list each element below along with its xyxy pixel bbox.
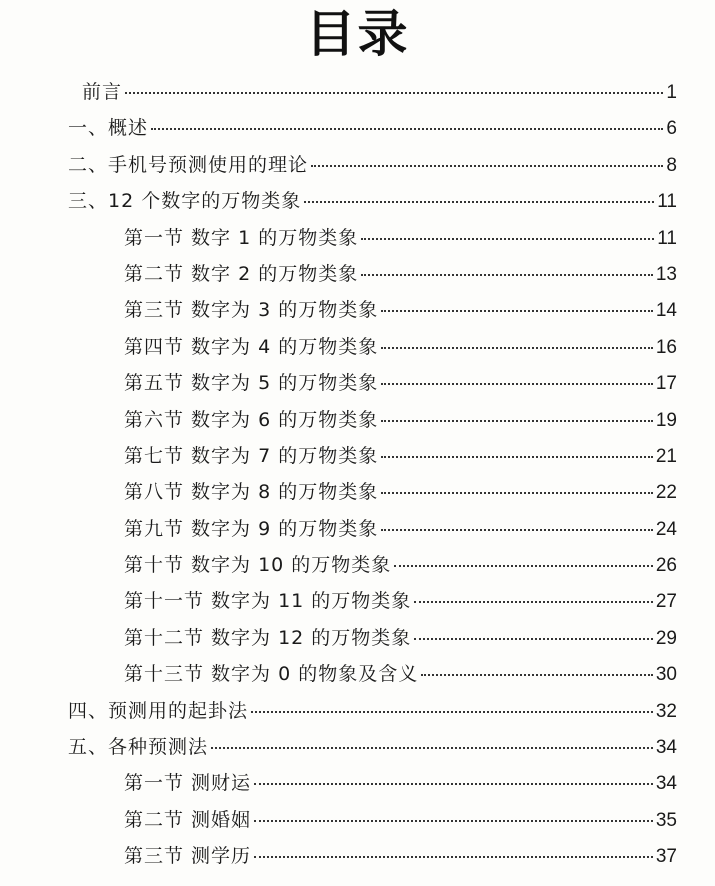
toc-entry-page-number: 13 bbox=[655, 263, 677, 285]
toc-entry[interactable] bbox=[0, 838, 715, 874]
toc-entry-label: 第一节 数字 1 的万物类象 bbox=[124, 226, 359, 249]
toc-entry-page-number: 34 bbox=[655, 773, 677, 795]
toc-entry-label: 第二节 数字 2 的万物类象 bbox=[124, 262, 359, 285]
toc-entry-label: 三、12 个数字的万物类象 bbox=[68, 190, 302, 213]
toc-dot-leader bbox=[361, 236, 654, 240]
toc-entry[interactable] bbox=[0, 474, 715, 510]
toc-dot-leader bbox=[381, 418, 653, 422]
toc-entry-page-number: 34 bbox=[655, 737, 677, 759]
toc-entry-page-number: 11 bbox=[657, 191, 677, 213]
toc-entry[interactable] bbox=[0, 256, 715, 292]
toc-entry[interactable] bbox=[0, 365, 715, 401]
toc-entry-page-number: 16 bbox=[655, 336, 677, 358]
toc-entry-label: 一、概述 bbox=[68, 117, 149, 140]
toc-entry-page-number: 29 bbox=[655, 627, 677, 649]
toc-entry-label: 第十三节 数字为 0 的物象及含义 bbox=[124, 663, 419, 686]
toc-entry-page-number: 14 bbox=[655, 300, 677, 322]
toc-dot-leader bbox=[381, 345, 653, 349]
toc-entry-page-number: 21 bbox=[655, 445, 677, 467]
toc-entry-page-number: 6 bbox=[666, 118, 677, 140]
toc-entry-label: 二、手机号预测使用的理论 bbox=[68, 153, 309, 176]
toc-entry[interactable] bbox=[0, 438, 715, 474]
toc-entry[interactable] bbox=[0, 183, 715, 219]
toc-entry[interactable] bbox=[0, 74, 715, 110]
toc-entry[interactable] bbox=[0, 729, 715, 765]
toc-dot-leader bbox=[381, 454, 653, 458]
toc-entry[interactable] bbox=[0, 292, 715, 328]
toc-entry-label: 第三节 数字为 3 的万物类象 bbox=[124, 299, 379, 322]
toc-entry[interactable] bbox=[0, 620, 715, 656]
toc-entry-label: 第五节 数字为 5 的万物类象 bbox=[124, 372, 379, 395]
toc-entry[interactable] bbox=[0, 547, 715, 583]
toc-dot-leader bbox=[254, 854, 653, 858]
toc-entry[interactable] bbox=[0, 511, 715, 547]
toc-entry[interactable] bbox=[0, 656, 715, 692]
toc-entry-page-number: 32 bbox=[655, 700, 677, 722]
toc-entry-label: 第一节 测财运 bbox=[124, 772, 252, 795]
toc-entry[interactable] bbox=[0, 765, 715, 801]
toc-entry[interactable] bbox=[0, 693, 715, 729]
toc-entry-page-number: 27 bbox=[655, 591, 677, 613]
toc-dot-leader bbox=[381, 308, 653, 312]
toc-entry-label: 前言 bbox=[82, 81, 123, 103]
toc-entry-page-number: 17 bbox=[655, 373, 677, 395]
toc-dot-leader bbox=[304, 199, 654, 203]
toc-entry[interactable] bbox=[0, 583, 715, 619]
toc-dot-leader bbox=[254, 818, 653, 822]
toc-entry[interactable] bbox=[0, 220, 715, 256]
toc-dot-leader bbox=[381, 490, 653, 494]
toc-entry-label: 第十二节 数字为 12 的万物类象 bbox=[124, 626, 412, 649]
toc-dot-leader bbox=[361, 272, 653, 276]
toc-dot-leader bbox=[311, 163, 663, 167]
toc-entry[interactable] bbox=[0, 802, 715, 838]
page-title: 目录 bbox=[305, 5, 410, 63]
toc-dot-leader bbox=[151, 126, 663, 130]
toc-entry[interactable] bbox=[0, 402, 715, 438]
toc-dot-leader bbox=[421, 672, 653, 676]
toc-dot-leader bbox=[414, 599, 653, 603]
toc-entry-page-number: 35 bbox=[655, 809, 677, 831]
toc-entry-label: 第六节 数字为 6 的万物类象 bbox=[124, 408, 379, 431]
toc-entry-label: 第十节 数字为 10 的万物类象 bbox=[124, 554, 392, 577]
toc-entry[interactable] bbox=[0, 329, 715, 365]
toc-entry[interactable] bbox=[0, 110, 715, 146]
toc-dot-leader bbox=[254, 781, 653, 785]
toc-entry[interactable] bbox=[0, 147, 715, 183]
toc-entry-label: 第七节 数字为 7 的万物类象 bbox=[124, 444, 379, 467]
toc-entry-label: 第三节 测学历 bbox=[124, 845, 252, 868]
toc-dot-leader bbox=[125, 90, 663, 94]
toc-entry-page-number: 19 bbox=[655, 409, 677, 431]
toc-entry-page-number: 30 bbox=[655, 664, 677, 686]
toc-entry-label: 四、预测用的起卦法 bbox=[68, 699, 249, 722]
table-of-contents bbox=[0, 74, 715, 875]
toc-entry-page-number: 22 bbox=[655, 482, 677, 504]
toc-dot-leader bbox=[251, 709, 653, 713]
toc-dot-leader bbox=[381, 381, 653, 385]
toc-entry-page-number: 1 bbox=[666, 82, 677, 103]
toc-entry-label: 第八节 数字为 8 的万物类象 bbox=[124, 481, 379, 504]
toc-dot-leader bbox=[381, 527, 653, 531]
toc-dot-leader bbox=[211, 745, 653, 749]
toc-entry-label: 第四节 数字为 4 的万物类象 bbox=[124, 335, 379, 358]
toc-entry-label: 五、各种预测法 bbox=[68, 736, 209, 759]
toc-entry-label: 第九节 数字为 9 的万物类象 bbox=[124, 517, 379, 540]
toc-entry-page-number: 8 bbox=[666, 154, 677, 176]
toc-entry-page-number: 11 bbox=[657, 227, 677, 249]
toc-entry-label: 第十一节 数字为 11 的万物类象 bbox=[124, 590, 412, 613]
toc-dot-leader bbox=[394, 563, 653, 567]
toc-entry-page-number: 26 bbox=[655, 555, 677, 577]
toc-entry-label: 第二节 测婚姻 bbox=[124, 808, 252, 831]
toc-entry-page-number: 24 bbox=[655, 518, 677, 540]
toc-dot-leader bbox=[414, 636, 653, 640]
toc-entry-page-number: 37 bbox=[655, 846, 677, 868]
